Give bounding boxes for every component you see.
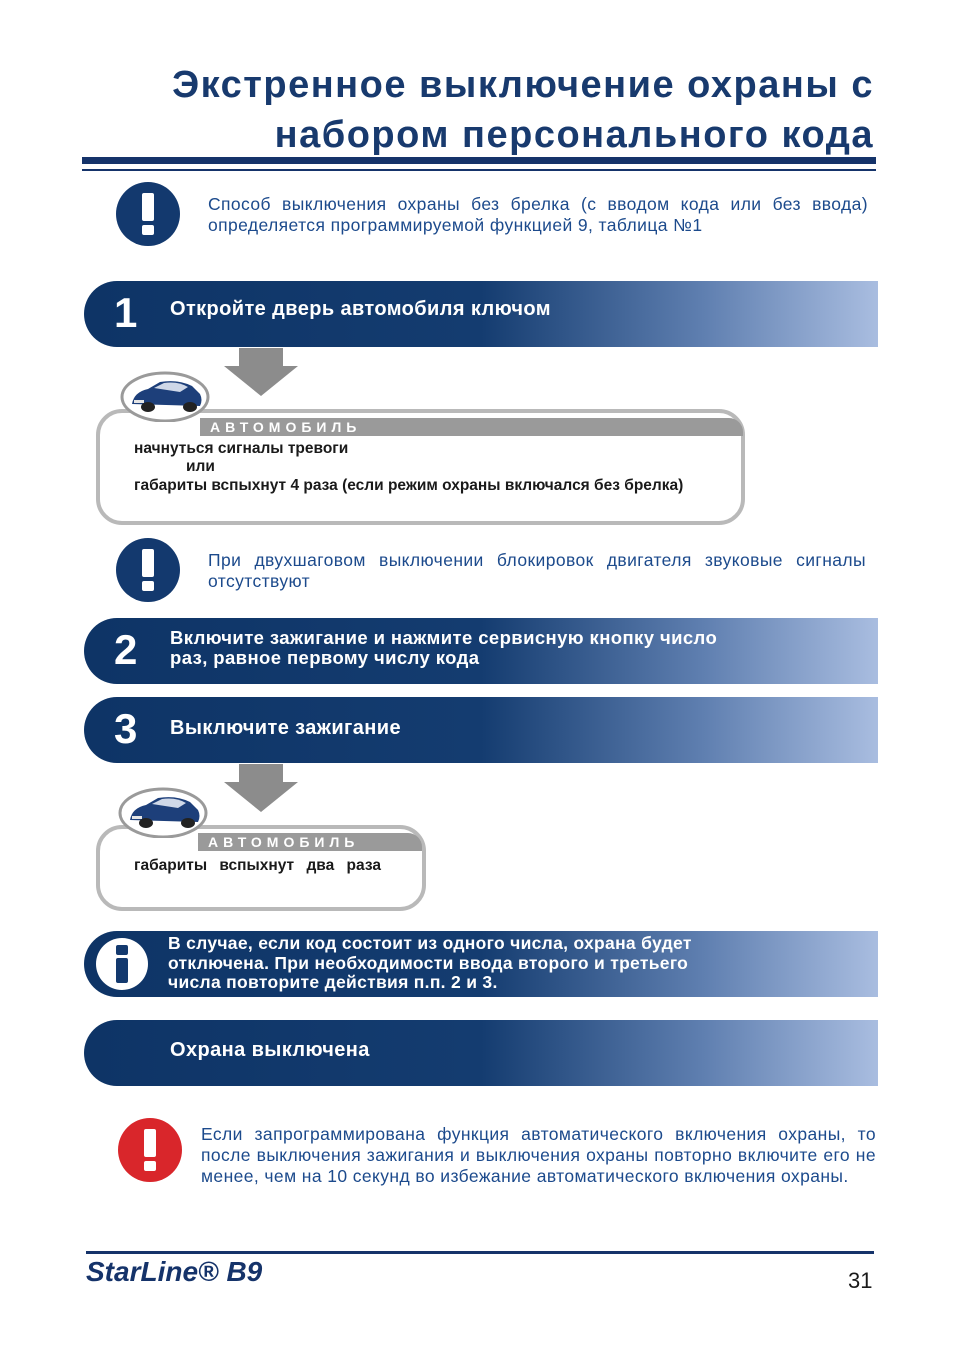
brand-logo: StarLine® B9 <box>86 1256 263 1287</box>
page-title-line2: набором персонального кода <box>274 114 874 156</box>
page-title-line1: Экстренное выключение охраны с <box>172 64 874 106</box>
step-3-bar <box>84 697 878 763</box>
step-number: 2 <box>114 626 138 673</box>
page-number: 31 <box>848 1268 873 1293</box>
info-line3: числа повторите действия п.п. 2 и 3. <box>168 972 498 992</box>
step-number: 1 <box>114 289 138 336</box>
note-two-step: При двухшаговом выключении блокировок двигателя звуковые сигналы отсутствуют <box>208 550 866 591</box>
exclamation-icon <box>116 538 180 602</box>
title-rule-thin <box>82 169 876 171</box>
car-box-line1: начнуться сигналы тревоги <box>134 440 349 457</box>
car-icon <box>118 786 208 838</box>
car-icon <box>120 370 210 422</box>
step-text: Откройте дверь автомобиля ключом <box>170 298 551 320</box>
info-line1: В случае, если код состоит из одного числа, охрана будет <box>168 933 692 953</box>
car-box-header: АВТОМОБИЛЬ <box>198 833 422 851</box>
info-icon <box>96 938 148 990</box>
car-box-line3: габариты вспыхнут 4 раза (если режим охраны включался без брелка) <box>134 477 684 494</box>
warning-text: Если запрограммирована функция автоматического включения охраны, то после выключения зажигания и выключения охраны повторно включите его не менее, чем на 10 секунд во избежание автоматического включения охраны. <box>201 1124 876 1186</box>
info-bar <box>84 931 878 997</box>
title-rule-thick <box>82 157 876 164</box>
car-box-text: габариты вспыхнут два раза <box>134 857 381 874</box>
result-bar <box>84 1020 878 1086</box>
step-text: Выключите зажигание <box>170 717 402 739</box>
step-1-bar <box>84 281 878 347</box>
step-2-bar <box>84 618 878 684</box>
step-number: 3 <box>114 705 138 752</box>
down-arrow-icon <box>222 764 300 814</box>
info-line2: отключена. При необходимости ввода второго и третьего <box>168 952 689 973</box>
info-text <box>168 934 692 993</box>
result-text: Охрана выключена <box>170 1039 370 1061</box>
car-box-header: АВТОМОБИЛЬ <box>200 418 743 436</box>
exclamation-icon <box>118 1118 182 1182</box>
footer-rule <box>86 1251 874 1254</box>
note-function-9: Способ выключения охраны без брелка (с вводом кода или без ввода) определяется программируемой функцией 9, таблица №1 <box>208 194 868 235</box>
step-text-line2: раз, равное первому числу кода <box>170 647 480 668</box>
step-text-line1: Включите зажигание и нажмите сервисную кнопку число <box>170 627 718 648</box>
car-box-line2: или <box>186 458 215 475</box>
down-arrow-icon <box>222 348 300 398</box>
exclamation-icon <box>116 182 180 246</box>
